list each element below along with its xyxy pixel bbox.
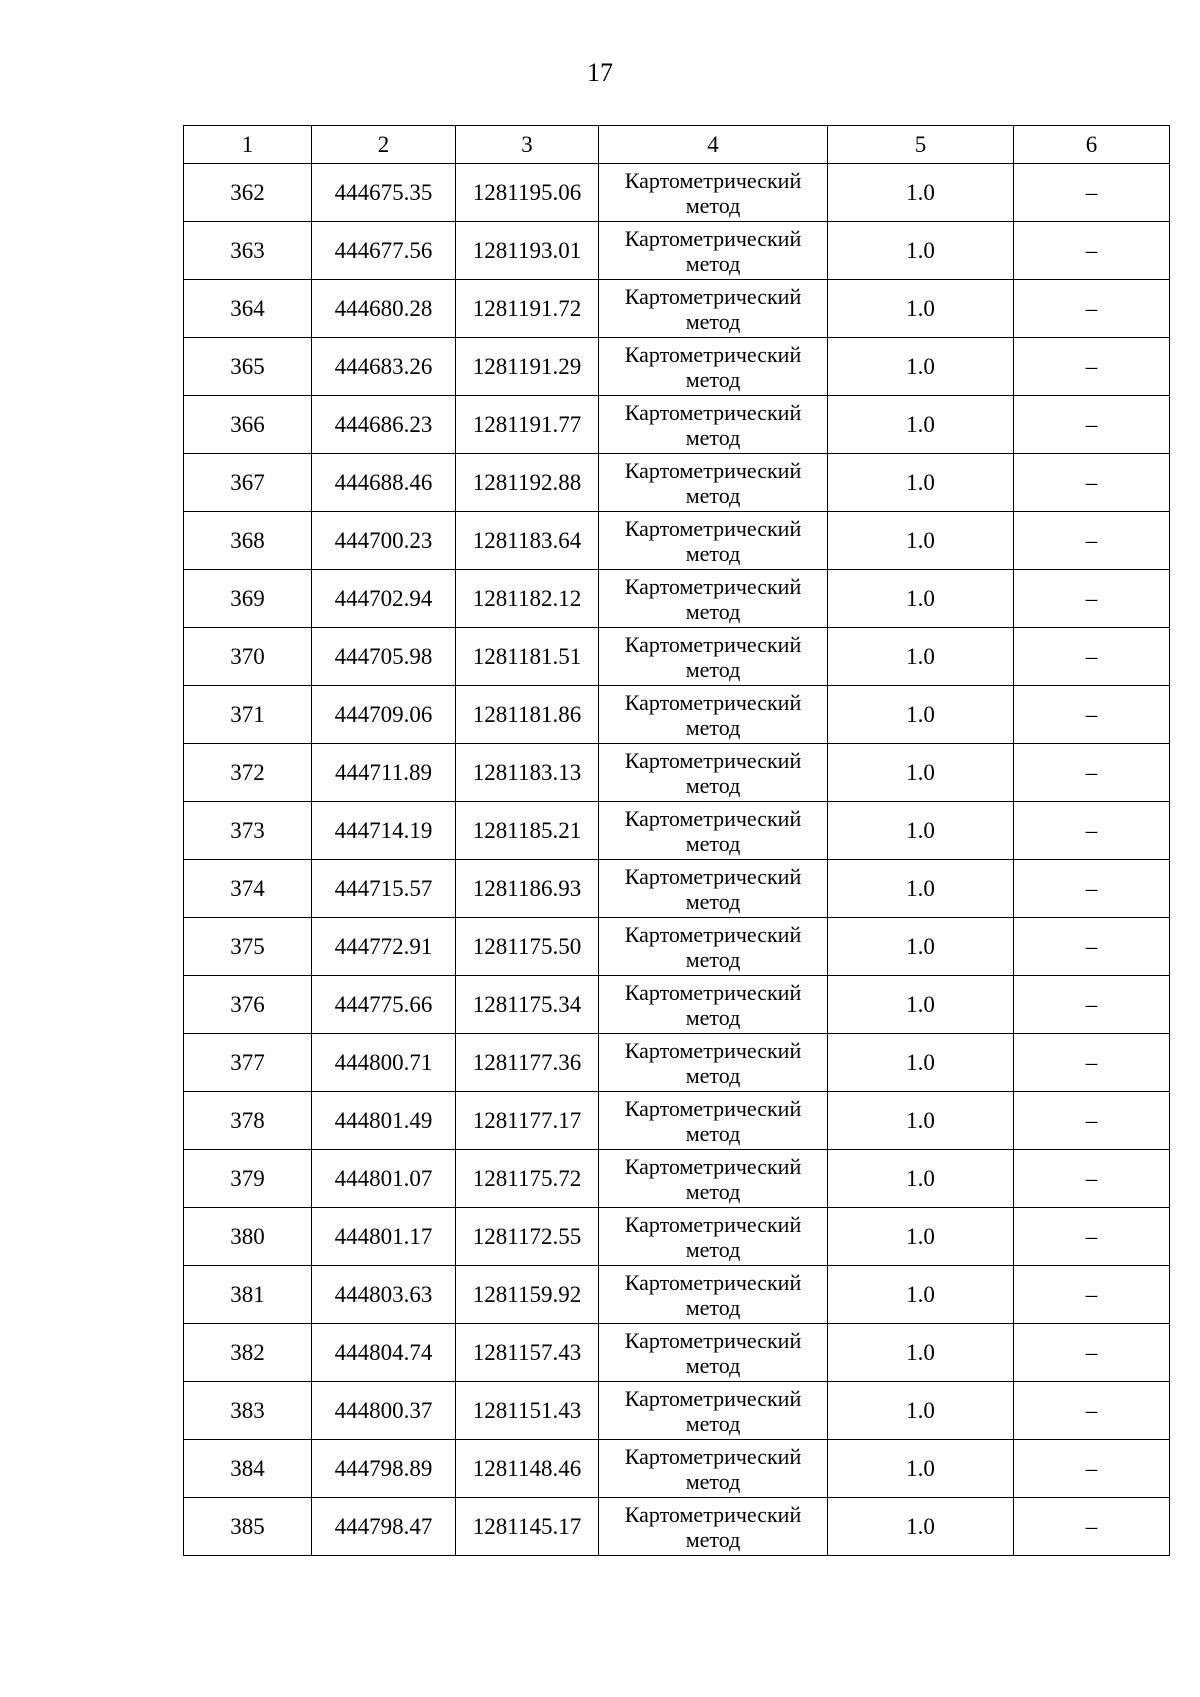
y-coordinate-cell: 1281177.17 [456,1092,599,1150]
x-coordinate-cell: 444803.63 [312,1266,456,1324]
point-number-cell: 364 [184,280,312,338]
method-line-1: Картометрический [624,1037,802,1063]
method-line-1: Картометрический [624,515,802,541]
point-number-cell: 378 [184,1092,312,1150]
note-cell: – [1014,280,1170,338]
y-coordinate-cell: 1281183.64 [456,512,599,570]
table-row [184,860,1170,918]
method-line-1: Картометрический [624,1443,802,1469]
method-line-2: метод [685,772,741,798]
note-cell: – [1014,1324,1170,1382]
accuracy-cell: 1.0 [828,1208,1014,1266]
y-coordinate-cell: 1281195.06 [456,164,599,222]
point-number-cell: 368 [184,512,312,570]
method-line-2: метод [685,308,741,334]
accuracy-cell: 1.0 [828,1034,1014,1092]
x-coordinate-cell: 444688.46 [312,454,456,512]
point-number-cell: 362 [184,164,312,222]
method-line-2: метод [685,424,741,450]
method-cell [599,164,828,222]
y-coordinate-cell: 1281145.17 [456,1498,599,1556]
method-line-2: метод [685,192,741,218]
table-row [184,396,1170,454]
x-coordinate-cell: 444702.94 [312,570,456,628]
method-line-1: Картометрический [624,1327,802,1353]
point-number-cell: 381 [184,1266,312,1324]
accuracy-cell: 1.0 [828,744,1014,802]
y-coordinate-cell: 1281191.72 [456,280,599,338]
x-coordinate-cell: 444714.19 [312,802,456,860]
y-coordinate-cell: 1281192.88 [456,454,599,512]
y-coordinate-cell: 1281191.29 [456,338,599,396]
accuracy-cell: 1.0 [828,976,1014,1034]
accuracy-cell: 1.0 [828,1498,1014,1556]
table-row [184,280,1170,338]
method-line-1: Картометрический [624,921,802,947]
y-coordinate-cell: 1281186.93 [456,860,599,918]
table-row [184,512,1170,570]
point-number-cell: 366 [184,396,312,454]
accuracy-cell: 1.0 [828,918,1014,976]
method-line-2: метод [685,830,741,856]
note-cell: – [1014,338,1170,396]
method-line-2: метод [685,250,741,276]
method-line-2: метод [685,1294,741,1320]
point-number-cell: 385 [184,1498,312,1556]
note-cell: – [1014,1034,1170,1092]
method-line-2: метод [685,1352,741,1378]
accuracy-cell: 1.0 [828,628,1014,686]
method-line-1: Картометрический [624,747,802,773]
method-cell [599,1034,828,1092]
accuracy-cell: 1.0 [828,1324,1014,1382]
note-cell: – [1014,222,1170,280]
point-number-cell: 380 [184,1208,312,1266]
accuracy-cell: 1.0 [828,1092,1014,1150]
y-coordinate-cell: 1281185.21 [456,802,599,860]
table-row [184,802,1170,860]
x-coordinate-cell: 444798.47 [312,1498,456,1556]
method-cell [599,860,828,918]
method-line-1: Картометрический [624,1095,802,1121]
note-cell: – [1014,1208,1170,1266]
point-number-cell: 382 [184,1324,312,1382]
accuracy-cell: 1.0 [828,512,1014,570]
point-number-cell: 374 [184,860,312,918]
method-cell [599,802,828,860]
method-line-2: метод [685,1410,741,1436]
y-coordinate-cell: 1281175.34 [456,976,599,1034]
header-cell-2: 2 [312,126,456,164]
x-coordinate-cell: 444775.66 [312,976,456,1034]
table-row [184,1034,1170,1092]
y-coordinate-cell: 1281151.43 [456,1382,599,1440]
method-line-1: Картометрический [624,573,802,599]
header-cell-3: 3 [456,126,599,164]
accuracy-cell: 1.0 [828,1266,1014,1324]
method-cell [599,338,828,396]
note-cell: – [1014,1498,1170,1556]
method-line-2: метод [685,1236,741,1262]
accuracy-cell: 1.0 [828,280,1014,338]
table-row [184,918,1170,976]
method-line-1: Картометрический [624,1385,802,1411]
x-coordinate-cell: 444801.07 [312,1150,456,1208]
method-line-2: метод [685,1120,741,1146]
x-coordinate-cell: 444804.74 [312,1324,456,1382]
y-coordinate-cell: 1281182.12 [456,570,599,628]
method-line-2: метод [685,366,741,392]
table-row [184,1150,1170,1208]
point-number-cell: 365 [184,338,312,396]
method-cell [599,222,828,280]
note-cell: – [1014,512,1170,570]
table-row [184,1382,1170,1440]
method-line-1: Картометрический [624,1269,802,1295]
x-coordinate-cell: 444680.28 [312,280,456,338]
method-cell [599,1440,828,1498]
method-line-2: метод [685,540,741,566]
table-row [184,570,1170,628]
method-line-2: метод [685,1526,741,1552]
method-line-2: метод [685,482,741,508]
header-cell-1: 1 [184,126,312,164]
table-row [184,686,1170,744]
table-header [184,126,1170,164]
y-coordinate-cell: 1281148.46 [456,1440,599,1498]
method-cell [599,1208,828,1266]
table-row [184,976,1170,1034]
method-cell [599,1092,828,1150]
x-coordinate-cell: 444705.98 [312,628,456,686]
x-coordinate-cell: 444709.06 [312,686,456,744]
note-cell: – [1014,1150,1170,1208]
accuracy-cell: 1.0 [828,860,1014,918]
point-number-cell: 383 [184,1382,312,1440]
x-coordinate-cell: 444711.89 [312,744,456,802]
table-row [184,744,1170,802]
accuracy-cell: 1.0 [828,1150,1014,1208]
point-number-cell: 379 [184,1150,312,1208]
x-coordinate-cell: 444800.71 [312,1034,456,1092]
point-number-cell: 370 [184,628,312,686]
point-number-cell: 367 [184,454,312,512]
method-cell [599,280,828,338]
method-cell [599,570,828,628]
accuracy-cell: 1.0 [828,338,1014,396]
method-cell [599,454,828,512]
method-cell [599,686,828,744]
note-cell: – [1014,396,1170,454]
method-cell [599,976,828,1034]
method-line-1: Картометрический [624,1501,802,1527]
note-cell: – [1014,454,1170,512]
method-line-1: Картометрический [624,863,802,889]
method-cell [599,1498,828,1556]
table-row [184,222,1170,280]
method-line-1: Картометрический [624,1153,802,1179]
accuracy-cell: 1.0 [828,1382,1014,1440]
accuracy-cell: 1.0 [828,164,1014,222]
y-coordinate-cell: 1281157.43 [456,1324,599,1382]
y-coordinate-cell: 1281175.72 [456,1150,599,1208]
method-line-2: метод [685,1004,741,1030]
y-coordinate-cell: 1281177.36 [456,1034,599,1092]
y-coordinate-cell: 1281183.13 [456,744,599,802]
x-coordinate-cell: 444683.26 [312,338,456,396]
note-cell: – [1014,976,1170,1034]
method-line-2: метод [685,598,741,624]
method-line-1: Картометрический [624,283,802,309]
accuracy-cell: 1.0 [828,802,1014,860]
method-cell [599,1324,828,1382]
method-line-1: Картометрический [624,457,802,483]
method-line-1: Картометрический [624,341,802,367]
x-coordinate-cell: 444677.56 [312,222,456,280]
accuracy-cell: 1.0 [828,396,1014,454]
y-coordinate-cell: 1281191.77 [456,396,599,454]
method-line-2: метод [685,888,741,914]
method-cell [599,1150,828,1208]
method-line-1: Картометрический [624,1211,802,1237]
table-row [184,1498,1170,1556]
method-cell [599,1382,828,1440]
header-cell-6: 6 [1014,126,1170,164]
method-line-2: метод [685,1468,741,1494]
note-cell: – [1014,860,1170,918]
coordinates-table [183,125,1170,1556]
point-number-cell: 371 [184,686,312,744]
table-row [184,1092,1170,1150]
y-coordinate-cell: 1281172.55 [456,1208,599,1266]
method-cell [599,1266,828,1324]
table-row [184,164,1170,222]
note-cell: – [1014,628,1170,686]
note-cell: – [1014,1440,1170,1498]
point-number-cell: 377 [184,1034,312,1092]
table-row [184,1324,1170,1382]
accuracy-cell: 1.0 [828,1440,1014,1498]
method-line-1: Картометрический [624,805,802,831]
method-line-1: Картометрический [624,689,802,715]
point-number-cell: 384 [184,1440,312,1498]
y-coordinate-cell: 1281181.51 [456,628,599,686]
table-row [184,1440,1170,1498]
table-row [184,628,1170,686]
y-coordinate-cell: 1281159.92 [456,1266,599,1324]
x-coordinate-cell: 444700.23 [312,512,456,570]
note-cell: – [1014,1092,1170,1150]
x-coordinate-cell: 444686.23 [312,396,456,454]
x-coordinate-cell: 444798.89 [312,1440,456,1498]
method-line-2: метод [685,946,741,972]
method-line-1: Картометрический [624,399,802,425]
header-cell-5: 5 [828,126,1014,164]
x-coordinate-cell: 444800.37 [312,1382,456,1440]
table-row [184,338,1170,396]
note-cell: – [1014,802,1170,860]
method-line-1: Картометрический [624,167,802,193]
table-body [184,164,1170,1556]
method-line-2: метод [685,714,741,740]
header-cell-4: 4 [599,126,828,164]
method-line-2: метод [685,656,741,682]
method-line-1: Картометрический [624,631,802,657]
point-number-cell: 375 [184,918,312,976]
y-coordinate-cell: 1281193.01 [456,222,599,280]
header-row [184,126,1170,164]
page-number: 17 [587,58,613,87]
x-coordinate-cell: 444675.35 [312,164,456,222]
note-cell: – [1014,744,1170,802]
table-row [184,454,1170,512]
method-line-2: метод [685,1062,741,1088]
method-line-2: метод [685,1178,741,1204]
point-number-cell: 376 [184,976,312,1034]
table-row [184,1208,1170,1266]
method-line-1: Картометрический [624,225,802,251]
y-coordinate-cell: 1281181.86 [456,686,599,744]
method-cell [599,628,828,686]
accuracy-cell: 1.0 [828,570,1014,628]
accuracy-cell: 1.0 [828,222,1014,280]
note-cell: – [1014,918,1170,976]
x-coordinate-cell: 444801.17 [312,1208,456,1266]
note-cell: – [1014,570,1170,628]
note-cell: – [1014,686,1170,744]
note-cell: – [1014,164,1170,222]
accuracy-cell: 1.0 [828,686,1014,744]
point-number-cell: 369 [184,570,312,628]
method-cell [599,512,828,570]
accuracy-cell: 1.0 [828,454,1014,512]
method-cell [599,918,828,976]
point-number-cell: 363 [184,222,312,280]
point-number-cell: 372 [184,744,312,802]
x-coordinate-cell: 444801.49 [312,1092,456,1150]
x-coordinate-cell: 444715.57 [312,860,456,918]
x-coordinate-cell: 444772.91 [312,918,456,976]
table-row [184,1266,1170,1324]
method-cell [599,396,828,454]
note-cell: – [1014,1266,1170,1324]
method-cell [599,744,828,802]
point-number-cell: 373 [184,802,312,860]
method-line-1: Картометрический [624,979,802,1005]
y-coordinate-cell: 1281175.50 [456,918,599,976]
note-cell: – [1014,1382,1170,1440]
